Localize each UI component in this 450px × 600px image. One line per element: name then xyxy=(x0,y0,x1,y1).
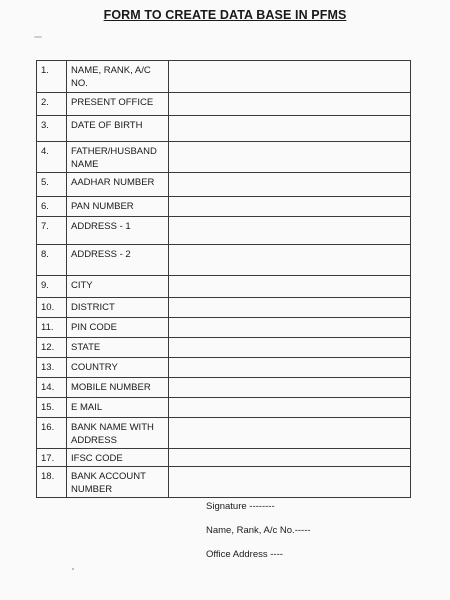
table-row xyxy=(37,61,411,93)
row-label: ADDRESS - 2 xyxy=(67,245,169,276)
row-number: 1. xyxy=(37,61,67,93)
row-number: 11. xyxy=(37,318,67,338)
row-label: FATHER/HUSBAND NAME xyxy=(67,142,169,173)
row-label: PAN NUMBER xyxy=(67,197,169,217)
entry-field-email[interactable] xyxy=(169,398,411,418)
row-label: COUNTRY xyxy=(67,358,169,378)
entry-field-address-1[interactable] xyxy=(169,217,411,245)
table-row xyxy=(37,142,411,173)
table-row xyxy=(37,467,411,498)
entry-field-mobile-number[interactable] xyxy=(169,378,411,398)
entry-field-country[interactable] xyxy=(169,358,411,378)
table-row xyxy=(37,418,411,449)
row-label: NAME, RANK, A/C NO. xyxy=(67,61,169,93)
row-number: 17. xyxy=(37,449,67,467)
entry-field-bank-account-number[interactable] xyxy=(169,467,411,498)
row-number: 3. xyxy=(37,116,67,142)
name-rank-line: Name, Rank, A/c No.----- xyxy=(206,525,311,536)
row-label: STATE xyxy=(67,338,169,358)
row-label: CITY xyxy=(67,276,169,298)
scan-mark xyxy=(34,36,42,38)
row-number: 9. xyxy=(37,276,67,298)
row-label: E MAIL xyxy=(67,398,169,418)
office-address-line: Office Address ---- xyxy=(206,549,283,560)
entry-field-name-rank-ac[interactable] xyxy=(169,61,411,93)
row-label: BANK NAME WITH ADDRESS xyxy=(67,418,169,449)
entry-field-city[interactable] xyxy=(169,276,411,298)
entry-field-aadhar-number[interactable] xyxy=(169,173,411,197)
row-number: 13. xyxy=(37,358,67,378)
row-number: 16. xyxy=(37,418,67,449)
row-label: PIN CODE xyxy=(67,318,169,338)
row-label: AADHAR NUMBER xyxy=(67,173,169,197)
entry-field-state[interactable] xyxy=(169,338,411,358)
table-row xyxy=(37,217,411,245)
row-label: PRESENT OFFICE xyxy=(67,93,169,116)
row-number: 15. xyxy=(37,398,67,418)
entry-field-bank-name-address[interactable] xyxy=(169,418,411,449)
table-row xyxy=(37,245,411,276)
row-label: MOBILE NUMBER xyxy=(67,378,169,398)
table-row xyxy=(37,378,411,398)
row-number: 10. xyxy=(37,298,67,318)
entry-field-date-of-birth[interactable] xyxy=(169,116,411,142)
row-label: IFSC CODE xyxy=(67,449,169,467)
table-row xyxy=(37,173,411,197)
row-number: 7. xyxy=(37,217,67,245)
row-number: 4. xyxy=(37,142,67,173)
row-number: 8. xyxy=(37,245,67,276)
entry-field-father-husband-name[interactable] xyxy=(169,142,411,173)
table-row xyxy=(37,398,411,418)
row-number: 18. xyxy=(37,467,67,498)
form-table xyxy=(36,60,411,498)
entry-field-pan-number[interactable] xyxy=(169,197,411,217)
signature-line: Signature -------- xyxy=(206,501,275,512)
entry-field-district[interactable] xyxy=(169,298,411,318)
row-number: 6. xyxy=(37,197,67,217)
row-label: BANK ACCOUNT NUMBER xyxy=(67,467,169,498)
row-label: DISTRICT xyxy=(67,298,169,318)
table-row xyxy=(37,318,411,338)
table-row xyxy=(37,298,411,318)
table-row xyxy=(37,93,411,116)
entry-field-address-2[interactable] xyxy=(169,245,411,276)
entry-field-present-office[interactable] xyxy=(169,93,411,116)
row-label: DATE OF BIRTH xyxy=(67,116,169,142)
row-label: ADDRESS - 1 xyxy=(67,217,169,245)
table-row xyxy=(37,449,411,467)
table-row xyxy=(37,358,411,378)
row-number: 2. xyxy=(37,93,67,116)
table-row xyxy=(37,197,411,217)
scan-dot xyxy=(72,568,74,570)
entry-field-ifsc-code[interactable] xyxy=(169,449,411,467)
entry-field-pin-code[interactable] xyxy=(169,318,411,338)
row-number: 12. xyxy=(37,338,67,358)
form-title: FORM TO CREATE DATA BASE IN PFMS xyxy=(103,8,347,22)
table-row xyxy=(37,276,411,298)
table-row xyxy=(37,116,411,142)
table-row xyxy=(37,338,411,358)
row-number: 5. xyxy=(37,173,67,197)
row-number: 14. xyxy=(37,378,67,398)
